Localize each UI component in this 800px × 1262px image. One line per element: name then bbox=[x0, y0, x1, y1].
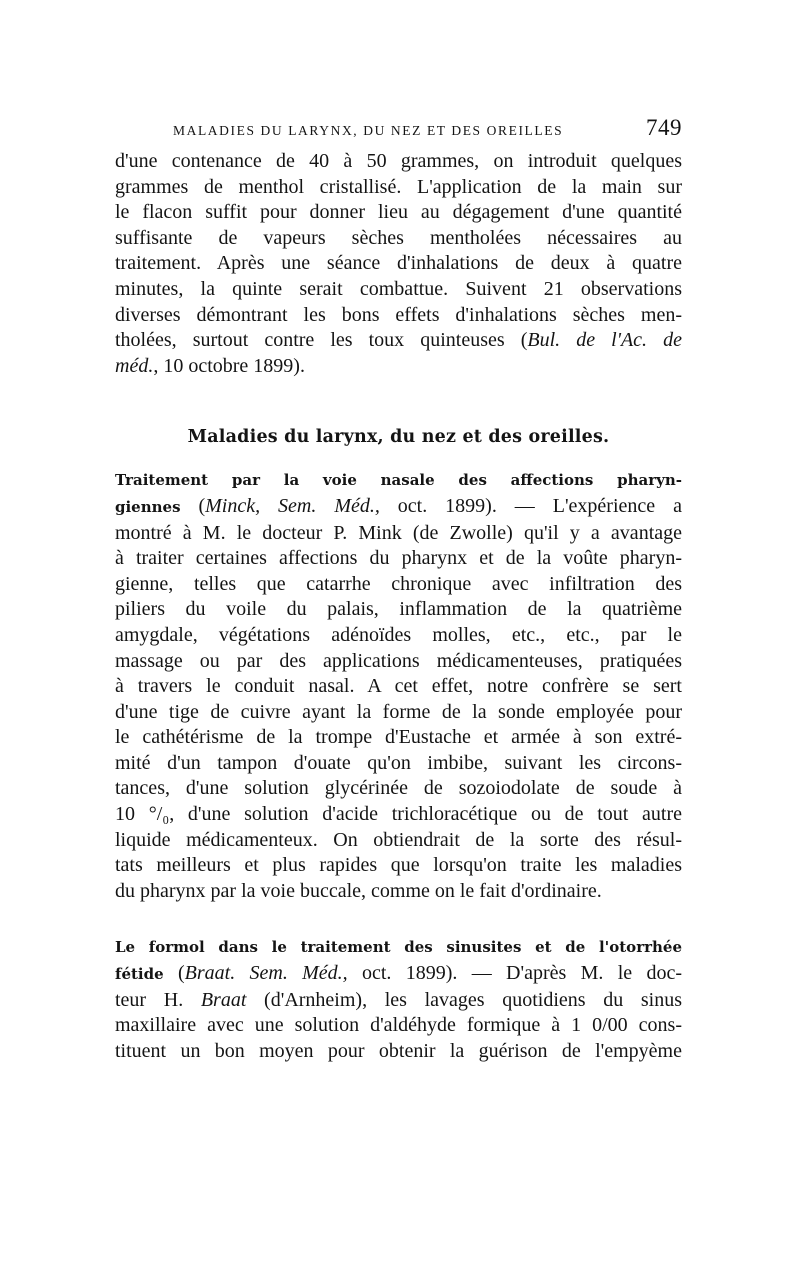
text-fragment: ( bbox=[180, 494, 206, 517]
text-line bbox=[115, 934, 682, 961]
text-line: mité d'un tampon d'ouate qu'on imbibe, suivant les circons- bbox=[115, 751, 682, 774]
author-name: Braat bbox=[200, 988, 247, 1011]
article-title: giennes bbox=[115, 497, 181, 516]
text-line: minutes, la quinte serait combattue. Suivent 21 observations bbox=[115, 277, 682, 300]
article-title: Le formol dans le traitement des sinusites et de l'otorrhée bbox=[115, 938, 682, 957]
text-fragment: , 10 octobre 1899). bbox=[153, 354, 305, 377]
text-line: tats meilleurs et plus rapides que lorsqu'on traite les maladies bbox=[115, 854, 682, 877]
text-line: le cathétérisme de la trompe d'Eustache et armée à son extré- bbox=[115, 726, 682, 749]
text-fragment: (d'Arnheim), les lavages quotidiens du sinus bbox=[246, 988, 682, 1011]
book-page bbox=[115, 115, 682, 1064]
text-line: suffisante de vapeurs sèches mentholées nécessaires au bbox=[115, 226, 682, 249]
text-line: gienne, telles que catarrhe chronique avec infiltration des bbox=[115, 572, 682, 595]
text-line: à travers le conduit nasal. A cet effet, notre confrère se sert bbox=[115, 675, 682, 698]
text-line: traitement. Après une séance d'inhalations de deux à quatre bbox=[115, 252, 682, 275]
text-fragment: tholées, surtout contre les toux quinteuses ( bbox=[115, 329, 528, 352]
text-line: 10 °/₀, d'une solution d'acide trichloracétique ou de tout autre bbox=[115, 803, 682, 826]
article-paragraph bbox=[115, 934, 682, 1064]
text-line bbox=[115, 354, 682, 380]
text-line bbox=[115, 961, 682, 988]
text-fragment: oct. 1899). — D'après M. le doc- bbox=[347, 962, 682, 985]
citation: Braat. Sem. Méd., bbox=[184, 962, 348, 985]
text-line bbox=[115, 988, 682, 1014]
citation: méd. bbox=[115, 354, 154, 377]
section-heading: Maladies du larynx, du nez et des oreilles. bbox=[187, 427, 610, 448]
text-fragment: teur H. bbox=[115, 988, 201, 1011]
citation: Minck, Sem. Méd., bbox=[205, 494, 380, 517]
text-line: amygdale, végétations adénoïdes molles, etc., etc., par le bbox=[115, 623, 682, 646]
continuation-paragraph bbox=[115, 149, 682, 379]
text-line: d'une contenance de 40 à 50 grammes, on introduit quelques bbox=[115, 150, 682, 172]
text-line: le flacon suffit pour donner lieu au dégagement d'une quantité bbox=[115, 201, 682, 224]
citation: Bul. de l'Ac. de bbox=[527, 329, 682, 352]
text-line: piliers du voile du palais, inflammation de la quatrième bbox=[115, 598, 682, 621]
text-line: maxillaire avec une solution d'aldéhyde formique à 1 0/00 cons- bbox=[115, 1014, 682, 1037]
text-line: grammes de menthol cristallisé. L'application de la main sur bbox=[115, 175, 682, 198]
text-line bbox=[115, 328, 682, 354]
text-line: à traiter certaines affections du pharynx et de la voûte pharyn- bbox=[115, 547, 682, 570]
text-line bbox=[115, 467, 682, 494]
running-head bbox=[115, 115, 682, 149]
article-title: Traitement par la voie nasale des affections pharyn- bbox=[115, 471, 682, 490]
text-line: d'une tige de cuivre ayant la forme de la sonde employée pour bbox=[115, 700, 682, 723]
text-line: du pharynx par la voie buccale, comme on le fait d'ordinaire. bbox=[115, 879, 602, 902]
text-line: montré à M. le docteur P. Mink (de Zwolle) qu'il y a avantage bbox=[115, 521, 682, 544]
text-fragment: oct. 1899). — L'expérience a bbox=[379, 494, 682, 517]
text-line: tituent un bon moyen pour obtenir la guérison de l'empyème bbox=[115, 1039, 682, 1062]
running-title: MALADIES DU LARYNX, DU NEZ ET DES OREILLES bbox=[173, 123, 564, 138]
article-paragraph bbox=[115, 467, 682, 904]
text-line: diverses démontrant les bons effets d'inhalations sèches men- bbox=[115, 303, 682, 326]
text-line: massage ou par des applications médicamenteuses, pratiquées bbox=[115, 649, 682, 672]
text-line bbox=[115, 494, 682, 521]
text-fragment: ( bbox=[163, 962, 185, 985]
page-number: 749 bbox=[646, 115, 682, 140]
text-line: tances, d'une solution glycérinée de sozoiodolate de soude à bbox=[115, 777, 682, 800]
text-line: liquide médicamenteux. On obtiendrait de la sorte des résul- bbox=[115, 828, 682, 851]
article-title: fétide bbox=[115, 965, 164, 984]
